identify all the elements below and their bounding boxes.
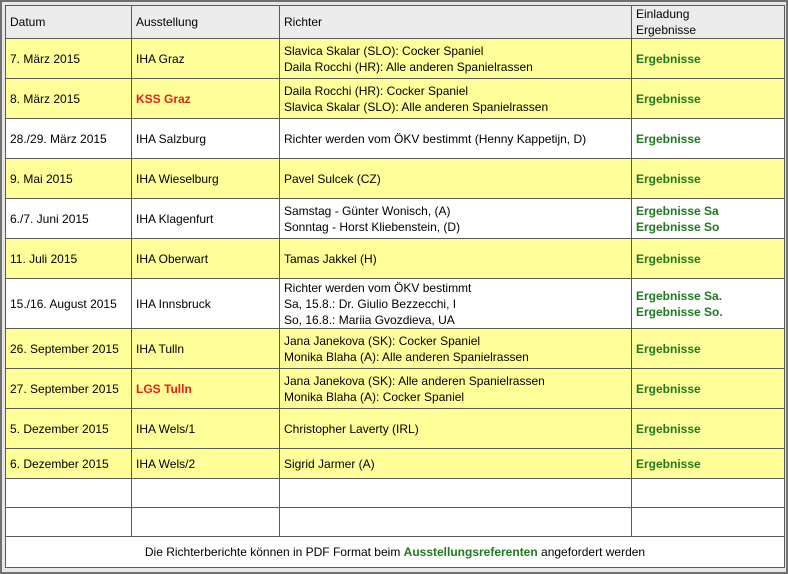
cell-ergebnisse <box>632 329 785 369</box>
cell-richter: Jana Janekova (SK): Cocker Spaniel Monika Blaha (A): Alle anderen Spanielrassen <box>280 329 632 369</box>
cell-ergebnisse <box>632 239 785 279</box>
empty-cell <box>132 479 280 508</box>
table-row <box>6 79 785 119</box>
cell-datum: 28./29. März 2015 <box>6 119 132 159</box>
results-link[interactable]: Ergebnisse <box>636 456 701 471</box>
results-link-sa[interactable]: Ergebnisse Sa <box>636 203 719 218</box>
table-row <box>6 279 785 329</box>
table-row <box>6 119 785 159</box>
results-link[interactable]: Ergebnisse <box>636 131 701 146</box>
cell-show: LGS Tulln <box>132 369 280 409</box>
cell-datum: 27. September 2015 <box>6 369 132 409</box>
empty-row <box>6 508 785 537</box>
empty-cell <box>6 508 132 537</box>
header-einladung-ergebnisse: Einladung Ergebnisse <box>632 6 785 39</box>
cell-show: IHA Tulln <box>132 329 280 369</box>
cell-show: IHA Graz <box>132 39 280 79</box>
results-link[interactable]: Ergebnisse <box>636 51 701 66</box>
cell-ergebnisse <box>632 369 785 409</box>
results-link[interactable]: Ergebnisse <box>636 171 701 186</box>
cell-ergebnisse <box>632 159 785 199</box>
cell-datum: 9. Mai 2015 <box>6 159 132 199</box>
cell-ergebnisse <box>632 79 785 119</box>
cell-ergebnisse <box>632 449 785 479</box>
cell-datum: 8. März 2015 <box>6 79 132 119</box>
cell-richter: Christopher Laverty (IRL) <box>280 409 632 449</box>
empty-cell <box>632 479 785 508</box>
results-link[interactable]: Ergebnisse <box>636 341 701 356</box>
table-row <box>6 449 785 479</box>
cell-ergebnisse <box>632 279 785 329</box>
cell-show: IHA Wels/1 <box>132 409 280 449</box>
results-link[interactable]: Ergebnisse <box>636 421 701 436</box>
results-link-so[interactable]: Ergebnisse So <box>636 219 720 234</box>
results-link-so[interactable]: Ergebnisse So. <box>636 304 723 319</box>
results-link[interactable]: Ergebnisse <box>636 251 701 266</box>
cell-richter: Sigrid Jarmer (A) <box>280 449 632 479</box>
empty-cell <box>632 508 785 537</box>
shows-table <box>5 5 785 568</box>
header-richter: Richter <box>280 6 632 39</box>
table-row <box>6 159 785 199</box>
cell-datum: 26. September 2015 <box>6 329 132 369</box>
table-row <box>6 39 785 79</box>
cell-richter: Samstag - Günter Wonisch, (A) Sonntag - Horst Kliebenstein, (D) <box>280 199 632 239</box>
results-link[interactable]: Ergebnisse <box>636 381 701 396</box>
empty-cell <box>280 508 632 537</box>
referent-link[interactable]: Ausstellungsreferenten <box>403 545 538 559</box>
cell-richter: Pavel Sulcek (CZ) <box>280 159 632 199</box>
table-row <box>6 239 785 279</box>
cell-ergebnisse <box>632 119 785 159</box>
cell-datum: 7. März 2015 <box>6 39 132 79</box>
cell-show: IHA Wieselburg <box>132 159 280 199</box>
cell-datum: 11. Juli 2015 <box>6 239 132 279</box>
empty-cell <box>6 479 132 508</box>
header-datum: Datum <box>6 6 132 39</box>
footer-note: Die Richterberichte können in PDF Format beim Ausstellungsreferenten angefordert werden <box>6 537 785 568</box>
empty-cell <box>280 479 632 508</box>
cell-show: IHA Klagenfurt <box>132 199 280 239</box>
empty-row <box>6 479 785 508</box>
cell-richter: Jana Janekova (SK): Alle anderen Spanielrassen Monika Blaha (A): Cocker Spaniel <box>280 369 632 409</box>
table-row <box>6 199 785 239</box>
cell-ergebnisse <box>632 409 785 449</box>
cell-show: IHA Innsbruck <box>132 279 280 329</box>
cell-richter: Tamas Jakkel (H) <box>280 239 632 279</box>
results-link-sa[interactable]: Ergebnisse Sa. <box>636 288 723 303</box>
results-link[interactable]: Ergebnisse <box>636 91 701 106</box>
cell-datum: 5. Dezember 2015 <box>6 409 132 449</box>
header-ausstellung: Ausstellung <box>132 6 280 39</box>
cell-show: IHA Oberwart <box>132 239 280 279</box>
cell-richter: Richter werden vom ÖKV bestimmt Sa, 15.8.: Dr. Giulio Bezzecchi, I So, 16.8.: Mariia Gvozdieva, UA <box>280 279 632 329</box>
cell-ergebnisse <box>632 199 785 239</box>
cell-ergebnisse <box>632 39 785 79</box>
table-row <box>6 409 785 449</box>
cell-richter: Daila Rocchi (HR): Cocker Spaniel Slavica Skalar (SLO): Alle anderen Spanielrassen <box>280 79 632 119</box>
table-row <box>6 329 785 369</box>
cell-show: KSS Graz <box>132 79 280 119</box>
cell-richter: Richter werden vom ÖKV bestimmt (Henny Kappetijn, D) <box>280 119 632 159</box>
cell-datum: 6. Dezember 2015 <box>6 449 132 479</box>
header-row <box>6 6 785 39</box>
cell-richter: Slavica Skalar (SLO): Cocker Spaniel Daila Rocchi (HR): Alle anderen Spanielrassen <box>280 39 632 79</box>
cell-datum: 6./7. Juni 2015 <box>6 199 132 239</box>
table-row <box>6 369 785 409</box>
cell-show: IHA Salzburg <box>132 119 280 159</box>
cell-show: IHA Wels/2 <box>132 449 280 479</box>
empty-cell <box>132 508 280 537</box>
cell-datum: 15./16. August 2015 <box>6 279 132 329</box>
footer-row <box>6 537 785 568</box>
